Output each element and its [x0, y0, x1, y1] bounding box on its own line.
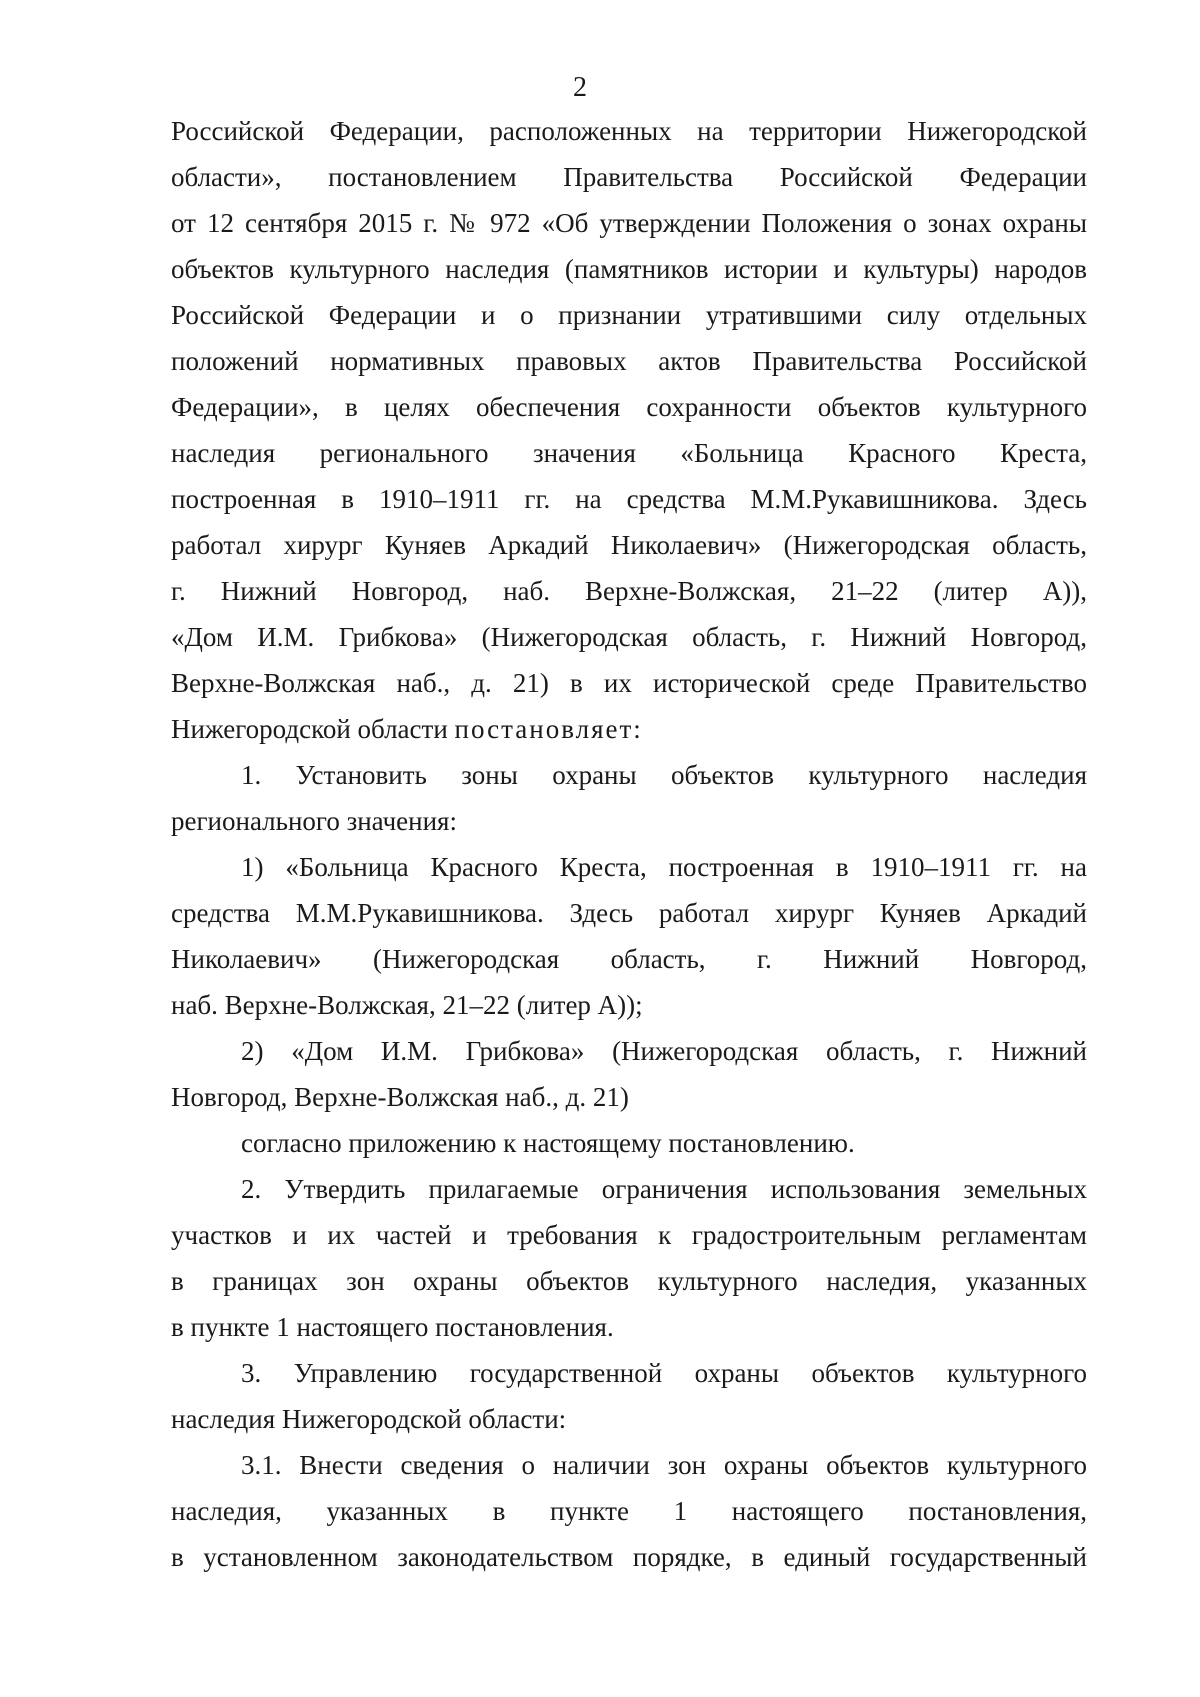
text-line: наб. Верхне-Волжская, 21–22 (литер А)); [171, 990, 643, 1020]
text-line: «Дом И.М. Грибкова» (Нижегородская область, г. Нижний Новгород, [171, 622, 1087, 652]
text-line: объектов культурного наследия (памятников истории и культуры) народов [171, 254, 1087, 284]
text-line: средства М.М.Рукавишникова. Здесь работал хирург Куняев Аркадий [171, 898, 1087, 928]
text-line: 3.1. Внести сведения о наличии зон охраны объектов культурного [241, 1450, 1087, 1480]
paragraph-appendix-ref [171, 1120, 1087, 1166]
paragraph-item-3 [171, 1350, 1087, 1442]
text-fragment: Нижегородской области [171, 714, 455, 744]
paragraph-item-1 [171, 752, 1087, 844]
text-line: Федерации», в целях обеспечения сохранности объектов культурного [171, 392, 1087, 422]
text-line: положений нормативных правовых актов Правительства Российской [171, 346, 1087, 376]
document-body [171, 108, 1087, 1580]
text-line: Новгород, Верхне-Волжская наб., д. 21) [171, 1082, 629, 1112]
text-line: Верхне-Волжская наб., д. 21) в их исторической среде Правительство [171, 668, 1087, 698]
paragraph-item-2 [171, 1166, 1087, 1350]
text-line: 3. Управлению государственной охраны объектов культурного [241, 1358, 1087, 1388]
text-line: регионального значения: [171, 806, 457, 836]
paragraph-preamble [171, 108, 1087, 752]
text-line: 1) «Больница Красного Креста, построенная в 1910–1911 гг. на [241, 852, 1087, 882]
text-line: работал хирург Куняев Аркадий Николаевич» (Нижегородская область, [171, 530, 1087, 560]
decree-keyword: постановляет: [454, 714, 643, 744]
paragraph-subitem-2 [171, 1028, 1087, 1120]
text-line: Российской Федерации и о признании утратившими силу отдельных [171, 300, 1087, 330]
text-line: наследия Нижегородской области: [171, 1404, 567, 1434]
text-line: области», постановлением Правительства Российской Федерации [171, 162, 1087, 192]
text-line: 1. Установить зоны охраны объектов культурного наследия [241, 760, 1087, 790]
text-line: наследия регионального значения «Больница Красного Креста, [171, 438, 1087, 468]
text-line: наследия, указанных в пункте 1 настоящего постановления, [171, 1496, 1087, 1526]
paragraph-subitem-1 [171, 844, 1087, 1028]
text-line: в установленном законодательством порядке, в единый государственный [171, 1542, 1087, 1572]
text-line: г. Нижний Новгород, наб. Верхне-Волжская, 21–22 (литер А)), [171, 576, 1087, 606]
page-number: 2 [573, 72, 587, 103]
text-line: от 12 сентября 2015 г. № 972 «Об утверждении Положения о зонах охраны [171, 208, 1087, 238]
text-line: в границах зон охраны объектов культурного наследия, указанных [171, 1266, 1087, 1296]
text-line: согласно приложению к настоящему постановлению. [241, 1128, 855, 1158]
text-line: Российской Федерации, расположенных на территории Нижегородской [171, 116, 1087, 146]
text-line: построенная в 1910–1911 гг. на средства М.М.Рукавишникова. Здесь [171, 484, 1087, 514]
paragraph-item-3-1 [171, 1442, 1087, 1580]
text-line: 2. Утвердить прилагаемые ограничения использования земельных [241, 1174, 1087, 1204]
text-line [171, 706, 1087, 752]
text-line: 2) «Дом И.М. Грибкова» (Нижегородская область, г. Нижний [241, 1036, 1087, 1066]
text-line: Николаевич» (Нижегородская область, г. Нижний Новгород, [171, 944, 1087, 974]
text-line: в пункте 1 настоящего постановления. [171, 1312, 614, 1342]
text-line: участков и их частей и требования к градостроительным регламентам [171, 1220, 1087, 1250]
